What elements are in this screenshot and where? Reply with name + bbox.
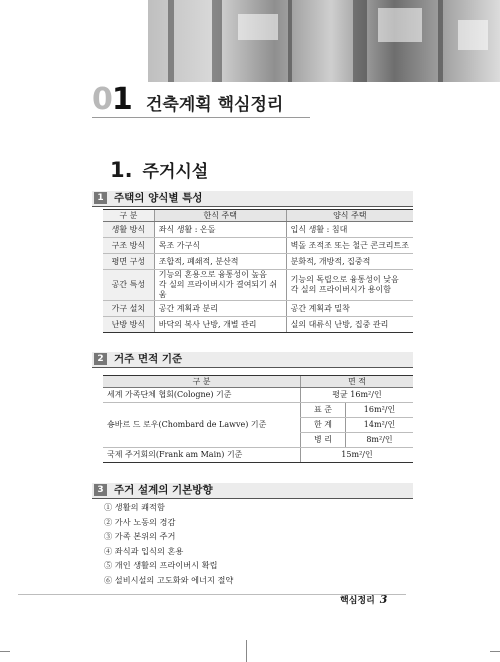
- area-value: 8m²/인: [346, 433, 414, 448]
- subsection-1-badge: 1: [94, 192, 107, 204]
- korean-cell: 좌식 생활 : 온돌: [154, 222, 286, 238]
- row-label: 난방 방식: [103, 317, 154, 333]
- header-category: 구 분: [103, 376, 301, 388]
- header-photo: [148, 0, 500, 82]
- design-direction-list: [104, 500, 233, 587]
- area-value: 15m²/인: [301, 448, 414, 463]
- table-row: [103, 270, 413, 301]
- page-number: 3: [379, 593, 388, 606]
- row-label: 평면 구성: [103, 254, 154, 270]
- sub-label: 표 준: [301, 403, 346, 418]
- area-value: 14m²/인: [346, 418, 414, 433]
- western-cell: 실의 대류식 난방, 집중 관리: [286, 317, 413, 333]
- western-cell: 벽돌 조적조 또는 철근 콘크리트조: [286, 238, 413, 254]
- korean-cell: 목조 가구식: [154, 238, 286, 254]
- section-title: [110, 157, 208, 182]
- chapter-underline: [92, 117, 310, 118]
- table-row: [103, 388, 413, 403]
- subsection-2-title: 거주 면적 기준: [114, 353, 183, 365]
- korean-cell: 공간 계획과 분리: [154, 301, 286, 317]
- western-cell: 분화적, 개방적, 집중적: [286, 254, 413, 270]
- page-footer: [340, 593, 387, 606]
- table-row: [103, 301, 413, 317]
- area-value: 평균 16m²/인: [301, 388, 414, 403]
- row-label: 가구 설치: [103, 301, 154, 317]
- chapter-number-prefix: 0: [92, 82, 112, 117]
- sub-label: 한 계: [301, 418, 346, 433]
- header-category: 구 분: [103, 210, 154, 222]
- korean-cell: 바닥의 복사 난방, 개별 관리: [154, 317, 286, 333]
- western-cell: 기능의 독립으로 융통성이 낮음 각 실의 프라이버시가 용이함: [286, 270, 413, 301]
- korean-cell: 조합적, 폐쇄적, 분산적: [154, 254, 286, 270]
- list-item: ② 가사 노동의 경감: [104, 516, 176, 527]
- subsection-3-badge: 3: [94, 484, 107, 496]
- chapter-title: 건축계획 핵심정리: [146, 95, 284, 115]
- subsection-1-heading: [92, 191, 413, 207]
- row-label: 공간 특성: [103, 270, 154, 301]
- western-cell: 입식 생활 : 침대: [286, 222, 413, 238]
- header-area: 면 적: [301, 376, 414, 388]
- chapter-number-suffix: 1: [111, 82, 132, 117]
- table-row: [103, 403, 413, 418]
- section-number: 1.: [110, 158, 133, 182]
- western-cell: 공간 계획과 밀착: [286, 301, 413, 317]
- list-item: ① 생활의 쾌적함: [104, 502, 165, 512]
- table-row: [103, 448, 413, 463]
- header-western-house: 양식 주택: [286, 210, 413, 222]
- crop-mark: [490, 651, 500, 652]
- living-area-table: [103, 375, 413, 463]
- table-row: [103, 222, 413, 238]
- table-row: [103, 317, 413, 333]
- list-item: ④ 좌식과 입식의 혼용: [104, 545, 184, 556]
- crop-mark: [246, 640, 247, 662]
- section-title-text: 주거시설: [142, 162, 209, 182]
- housing-style-table: [103, 209, 413, 333]
- chapter-number: [92, 82, 132, 117]
- header-korean-house: 한식 주택: [154, 210, 286, 222]
- subsection-2-heading: [92, 352, 413, 368]
- area-value: 16m²/인: [346, 403, 414, 418]
- sub-label: 병 리: [301, 433, 346, 448]
- table-header-row: [103, 210, 413, 222]
- row-label: 국제 주거회의(Frank am Main) 기준: [103, 448, 301, 463]
- korean-cell: 기능의 혼용으로 융통성이 높음 각 실의 프라이버시가 결여되기 쉬움: [154, 270, 286, 301]
- table-row: [103, 238, 413, 254]
- list-item: ⑤ 개인 생활의 프라이버시 확립: [104, 560, 218, 570]
- list-item: ⑥ 설비시설의 고도화와 에너지 절약: [104, 574, 234, 585]
- table-row: [103, 254, 413, 270]
- list-item: ③ 가족 본위의 주거: [104, 531, 176, 541]
- subsection-1-title: 주택의 양식별 특성: [114, 192, 203, 204]
- footer-label: 핵심정리: [340, 596, 375, 606]
- subsection-3-heading: [92, 483, 413, 499]
- subsection-2-badge: 2: [94, 353, 107, 365]
- row-label: 숑바르 드 로우(Chombard de Lawve) 기준: [103, 403, 301, 448]
- row-label: 구조 방식: [103, 238, 154, 254]
- subsection-3-title: 주거 설계의 기본방향: [114, 484, 213, 496]
- row-label: 세계 가족단체 협회(Cologne) 기준: [103, 388, 301, 403]
- crop-mark: [0, 651, 10, 652]
- table-header-row: [103, 376, 413, 388]
- row-label: 생활 방식: [103, 222, 154, 238]
